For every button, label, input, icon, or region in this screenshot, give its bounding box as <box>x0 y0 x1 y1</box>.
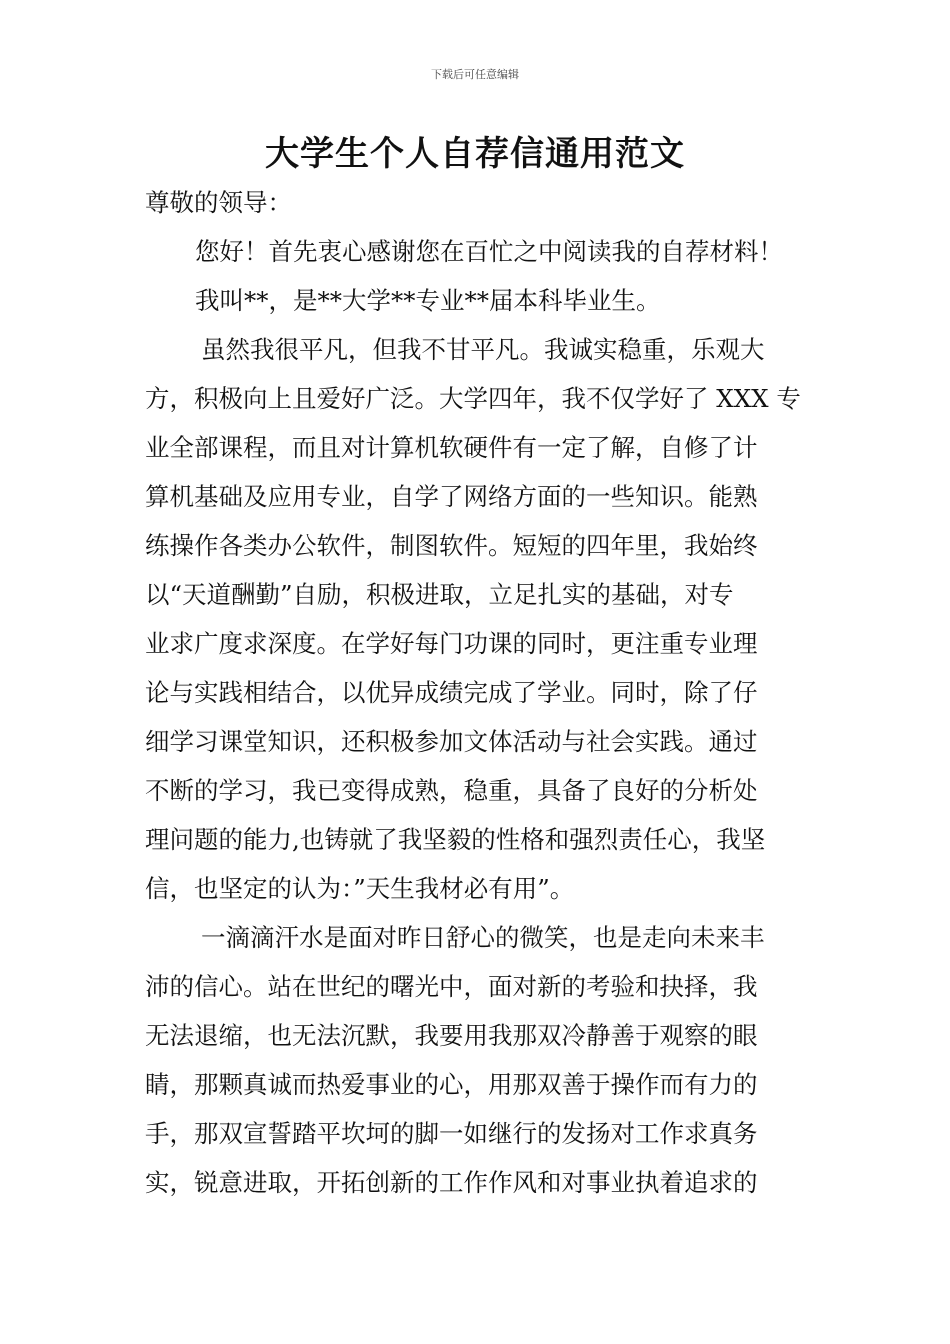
paragraph-1-line: 业求广度求深度。在学好每门功课的同时，更注重专业理 <box>145 629 758 658</box>
paragraph-1-line: 练操作各类办公软件，制图软件。短短的四年里，我始终 <box>145 531 758 560</box>
paragraph-1-line: 方，积极向上且爱好广泛。大学四年，我不仅学好了 XXX 专 <box>145 384 801 413</box>
paragraph-2-line: 睛，那颗真诚而热爱事业的心，用那双善于操作而有力的 <box>145 1070 758 1099</box>
paragraph-1-line: 理问题的能力,也铸就了我坚毅的性格和强烈责任心，我坚 <box>145 825 766 854</box>
paragraph-1-line: 以“天道酬勤”自励，积极进取，立足扎实的基础，对专 <box>145 580 734 609</box>
paragraph-1-line: 细学习课堂知识，还积极参加文体活动与社会实践。通过 <box>145 727 758 756</box>
paragraph-2-line: 一滴滴汗水是面对昨日舒心的微笑，也是走向未来丰 <box>201 923 765 952</box>
paragraph-2 <box>145 913 815 1207</box>
paragraph-1-line: 算机基础及应用专业，自学了网络方面的一些知识。能熟 <box>145 482 758 511</box>
letter-body <box>145 178 815 1207</box>
intro-line: 我叫**，是**大学**专业**届本科毕业生。 <box>195 286 661 315</box>
paragraph-1-line: 不断的学习，我已变得成熟，稳重，具备了良好的分析处 <box>145 776 758 805</box>
paragraph-1 <box>145 325 815 913</box>
paragraph-1-line: 论与实践相结合，以优异成绩完成了学业。同时，除了仔 <box>145 678 758 707</box>
paragraph-1-line: 虽然我很平凡，但我不甘平凡。我诚实稳重，乐观大 <box>201 335 765 364</box>
document-title: 大学生个人自荐信通用范文 <box>265 134 685 174</box>
salutation: 尊敬的领导： <box>145 188 292 217</box>
paragraph-1-line: 信，也坚定的认为：”天生我材必有用”。 <box>145 874 575 903</box>
greeting-line: 您好！首先衷心感谢您在百忙之中阅读我的自荐材料！ <box>195 237 783 266</box>
paragraph-2-line: 实，锐意进取，开拓创新的工作作风和对事业执着追求的 <box>145 1168 758 1197</box>
header-note: 下载后可任意编辑 <box>431 68 519 81</box>
paragraph-1-line: 业全部课程，而且对计算机软硬件有一定了解，自修了计 <box>145 433 758 462</box>
paragraph-2-line: 沛的信心。站在世纪的曙光中，面对新的考验和抉择，我 <box>145 972 758 1001</box>
paragraph-2-line: 手，那双宣誓踏平坎坷的脚一如继行的发扬对工作求真务 <box>145 1119 758 1148</box>
paragraph-2-line: 无法退缩，也无法沉默，我要用我那双冷静善于观察的眼 <box>145 1021 758 1050</box>
